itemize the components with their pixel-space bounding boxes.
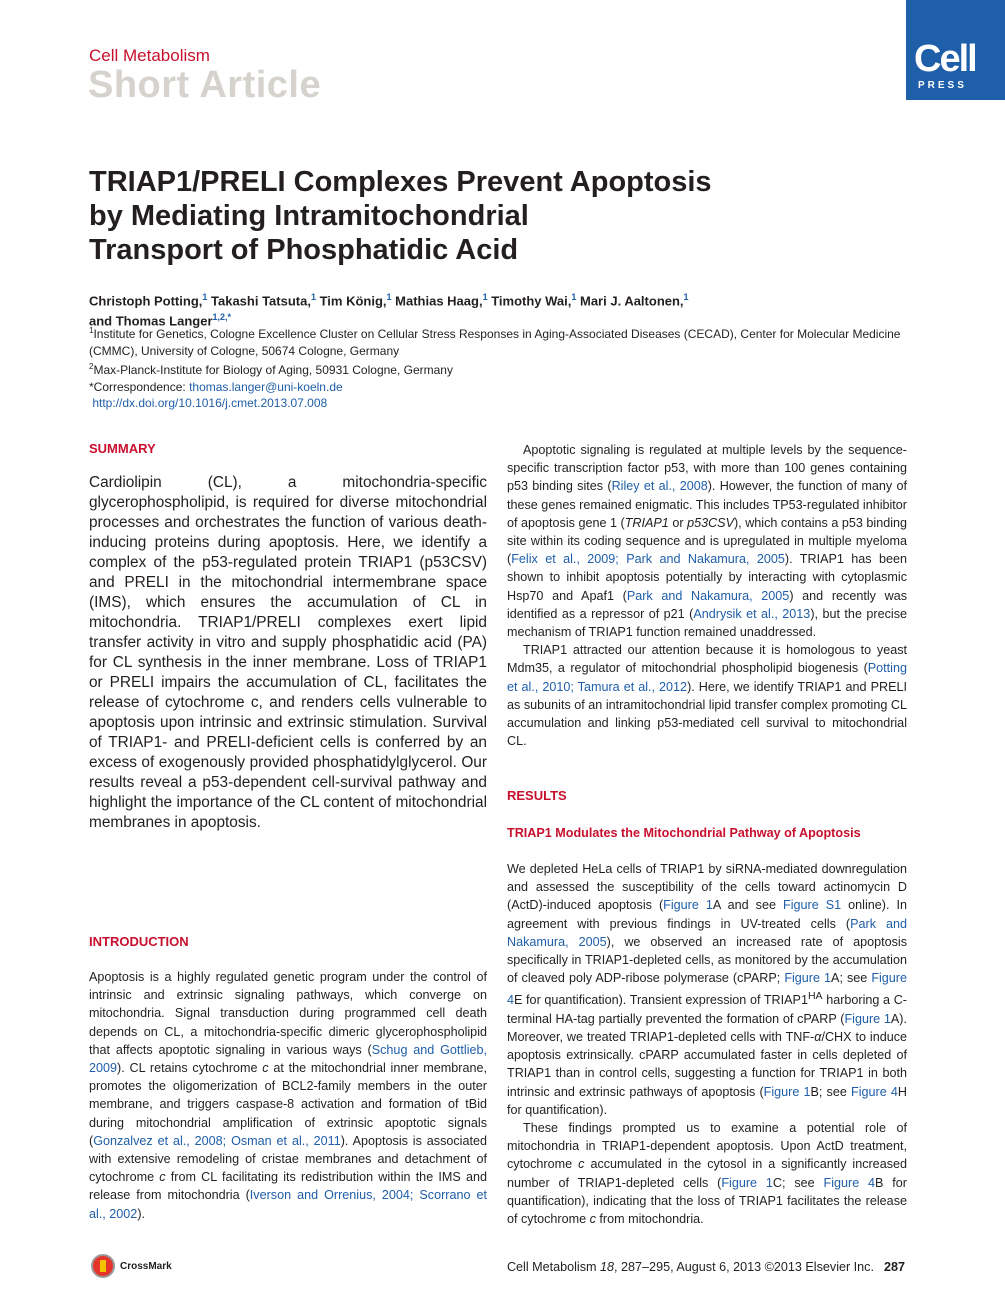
text-run: A; see	[831, 971, 872, 986]
text-run: accumulated in the cytosol in a significantly increased number of TRIAP1-depleted cells (	[507, 1157, 907, 1190]
reference-link[interactable]: Felix et al., 2009; Park and Nakamura, 2005	[511, 552, 785, 567]
intro-paragraph	[507, 641, 907, 750]
text-run: from mitochondria.	[595, 1212, 704, 1227]
author-affil-sup[interactable]: 1	[571, 292, 577, 302]
text-run: ) and recently was identified as a repressor of p21 (	[507, 588, 907, 621]
figure-link[interactable]: Figure 4	[823, 1175, 876, 1190]
correspondence-label: *Correspondence:	[89, 379, 190, 394]
affiliations	[89, 323, 909, 412]
text-run: E for quantification). Transient expression of TRIAP1	[514, 993, 808, 1008]
cell-press-logo	[906, 0, 1005, 100]
author-line	[89, 289, 909, 309]
results-subheading: TRIAP1 Modulates the Mitochondrial Pathway of Apoptosis	[507, 826, 861, 840]
text-run: ), we observed an increased rate of apoptosis specifically in TRIAP1-depleted cells, as monitored by the accumulation of cleaved poly ADP-ribose polymerase (cPARP;	[507, 934, 908, 986]
italic-run: c	[589, 1212, 596, 1227]
author-affil-sup[interactable]: 1	[386, 292, 392, 302]
correspondence-email-link[interactable]: thomas.langer@uni-koeln.de	[189, 379, 343, 394]
figure-link[interactable]: Figure 1	[763, 1084, 811, 1099]
italic-run: c	[262, 1061, 269, 1076]
reference-link[interactable]: Potting et al., 2010; Tamura et al., 2012	[507, 661, 907, 694]
figure-link[interactable]: Figure 4	[851, 1084, 898, 1099]
figure-link[interactable]: Figure 1	[721, 1175, 773, 1190]
text-run: /CHX to induce apoptosis extrinsically. cPARP accumulated faster in cells depleted of TRIAP1 than in control cells, suggesting a function for TRIAP1 in both intrinsic and extrinsic pathways of apoptosis (	[507, 1030, 908, 1099]
text-run: Apoptosis is a highly regulated genetic program under the control of intrinsic and extrinsic signaling pathways, which converge on mitochondria. Signal transduction during programmed cell death depends on CL, a mitochondria-specific dimeric glycerophospholipid that affects apoptotic signaling in various ways (	[89, 970, 487, 1057]
journal-name: Cell Metabolism	[89, 46, 210, 65]
text-run: from CL facilitating its redistribution within the IMS and release from mitochondria (	[89, 1170, 487, 1203]
reference-link[interactable]: Iverson and Orrenius, 2004; Scorrano et al., 2002	[89, 1188, 487, 1221]
text-run: We depleted HeLa cells of TRIAP1 by siRNA-mediated downregulation and assessed the susceptibility of the cells toward actinomycin D (ActD)-induced apoptosis (	[507, 862, 907, 913]
text-run: ). Apoptosis is associated with extensive remodeling of cristae membranes and detachment of cytochrome	[89, 1133, 487, 1185]
results-heading: RESULTS	[507, 788, 567, 803]
text-run: ). TRIAP1 has been shown to inhibit apoptosis potentially by interacting with cytoplasmic Hsp70 and Apaf1 (	[507, 552, 907, 603]
figure-link[interactable]: Figure 1	[784, 971, 832, 986]
footer-volume: 18	[600, 1260, 615, 1274]
text-run: ). Here, we identify TRIAP1 and PRELI as subunits of an intramitochondrial lipid transfer complex promoting CL accumulation and linking p53-mediated cell survival to mitochondrial CL.	[507, 679, 907, 749]
text-run: TRIAP1 attracted our attention because it is homologous to yeast Mdm35, a regulator of mitochondrial phospholipid biogenesis (	[507, 643, 907, 676]
author-name: Christoph Potting,	[89, 293, 203, 309]
logo-subtext: PRESS	[918, 80, 967, 91]
text-run: at the mitochondrial inner membrane, promotes the oligomerization of BCL2-family members in the outer membrane, and triggers caspase-8 activation and formation of tBid during mitochondrial amplification of extrinsic apoptotic signals (	[89, 1061, 487, 1148]
italic-run: c	[159, 1170, 166, 1185]
text-run: A). Moreover, we treated TRIAP1-depleted cells with TNF-	[507, 1011, 907, 1045]
introduction-column	[89, 968, 487, 1223]
figure-link[interactable]: Figure S1	[783, 898, 842, 913]
reference-link[interactable]: Andrysik et al., 2013	[693, 606, 811, 621]
affil-text: Institute for Genetics, Cologne Excellence Cluster on Cellular Stress Responses in Aging-Associated Diseases (CECAD), Center for Molecular Medicine (CMMC), University of Cologne, 50674 Cologne, Germany	[89, 327, 901, 358]
text-run: B for quantification), indicating that the loss of TRIAP1 facilitates the release of cytochrome	[507, 1175, 907, 1227]
text-run: ), which contains a p53 binding site within its coding sequence and is upregulated in multiple myeloma (	[507, 515, 908, 567]
affiliation-2	[89, 359, 909, 379]
author-name: and Thomas Langer	[89, 313, 213, 329]
crossmark-icon	[91, 1254, 115, 1278]
author-affil-sup[interactable]: 1,2,*	[212, 312, 232, 323]
figure-link[interactable]: Figure 1	[663, 898, 713, 913]
title-line: TRIAP1/PRELI Complexes Prevent Apoptosis	[89, 166, 712, 198]
intro-paragraph	[507, 441, 907, 641]
results-paragraph	[507, 860, 907, 1119]
text-run: C; see	[772, 1175, 824, 1190]
results-paragraph	[507, 1119, 907, 1228]
author-name: Takashi Tatsuta,	[207, 293, 311, 309]
title-line: Transport of Phosphatidic Acid	[89, 234, 519, 266]
text-run: B; see	[810, 1084, 852, 1099]
author-affil-sup[interactable]: 1	[202, 292, 208, 302]
text-run: ), but the precise mechanism of TRIAP1 function remained unaddressed.	[507, 606, 907, 640]
summary-text: Cardiolipin (CL), a mitochondria-specific glycerophospholipid, is required for diverse mitochondrial processes and orchestrates the function of various death-inducing proteins during apoptosis. Here, we identify a complex of the p53-regulated protein TRIAP1 (p53CSV) and PRELI in the mitochondrial intermembrane space (IMS), which ensures the accumulation of CL in mitochondria. TRIAP1/PRELI complexes exert lipid transfer activity in vitro and supply phosphatidic acid (PA) for CL synthesis in the inner membrane. Loss of TRIAP1 or PRELI impairs the accumulation of CL, facilitates the release of cytochrome c, and renders cells vulnerable to apoptosis upon intrinsic and extrinsic stimulation. Survival of TRIAP1- and PRELI-deficient cells is conferred by an excess of exogenously provided phosphatidylglycerol. Our results reveal a p53-dependent cell-survival pathway and highlight the importance of the CL content of mitochondrial membranes in apoptosis.	[89, 474, 487, 831]
text-run: A and see	[712, 898, 783, 913]
text-run: online). In agreement with previous findings in UV-treated cells (	[507, 898, 908, 931]
right-column-intro	[507, 441, 907, 750]
page-footer	[480, 1260, 905, 1274]
text-run: ). However, the function of many of these genes remained enigmatic. This includes TP53-regulated inhibitor of apoptosis gene 1 (	[507, 479, 907, 530]
superscript-run: HA	[807, 990, 823, 1003]
author-affil-sup[interactable]: 1	[683, 292, 689, 302]
italic-run: c	[578, 1157, 585, 1172]
affil-number: 1	[89, 326, 94, 335]
italic-run: p53CSV	[687, 515, 734, 530]
text-run: or	[668, 515, 688, 530]
reference-link[interactable]: Park and Nakamura, 2005	[626, 588, 790, 603]
reference-link[interactable]: Riley et al., 2008	[611, 479, 708, 494]
figure-link[interactable]: Figure 4	[507, 971, 908, 1008]
affil-text: Max-Planck-Institute for Biology of Aging, 50931 Cologne, Germany	[93, 363, 453, 377]
introduction-heading: INTRODUCTION	[89, 934, 189, 949]
text-run: harboring a C-terminal HA-tag partially prevented the formation of cPARP (	[507, 993, 907, 1026]
author-name: Timothy Wai,	[487, 293, 572, 309]
intro-paragraph	[89, 968, 487, 1223]
reference-link[interactable]: Gonzalvez et al., 2008; Osman et al., 2011	[93, 1133, 341, 1148]
correspondence	[89, 379, 909, 396]
crossmark-label: CrossMark	[120, 1261, 172, 1272]
doi-link[interactable]: http://dx.doi.org/10.1016/j.cmet.2013.07.008	[92, 396, 328, 410]
author-affil-sup[interactable]: 1	[482, 292, 488, 302]
doi-line	[89, 395, 909, 412]
text-run: ).	[137, 1206, 146, 1221]
text-run: H for quantification).	[507, 1084, 907, 1117]
italic-run: α	[814, 1030, 822, 1045]
crossmark-badge[interactable]	[91, 1254, 203, 1280]
footer-journal: Cell Metabolism	[506, 1260, 601, 1274]
article-type: Short Article	[88, 64, 322, 106]
author-name: Tim König,	[315, 293, 387, 309]
author-name: Mari J. Aaltonen,	[576, 293, 684, 309]
footer-citation: , 287–295, August 6, 2013 ©2013 Elsevier Inc.	[614, 1260, 874, 1274]
author-name: Mathias Haag,	[391, 293, 483, 309]
italic-run: TRIAP1	[624, 515, 669, 530]
title-line: by Mediating Intramitochondrial	[89, 200, 529, 232]
text-run: Apoptotic signaling is regulated at multiple levels by the sequence-specific transcription factor p53, with more than 100 genes containing p53 binding sites (	[507, 443, 907, 494]
figure-link[interactable]: Figure 1	[844, 1011, 891, 1026]
author-affil-sup[interactable]: 1	[310, 292, 316, 302]
reference-link[interactable]: Park and Nakamura, 2005	[507, 916, 908, 949]
text-run: These findings prompted us to examine a potential role of mitochondria in TRIAP1-dependent apoptosis. Upon ActD treatment, cytochrome	[507, 1121, 907, 1172]
results-column	[507, 860, 907, 1228]
logo-text: Cell	[914, 38, 976, 80]
page-number: 287	[883, 1260, 905, 1274]
text-run: ). CL retains cytochrome	[117, 1061, 263, 1076]
affiliation-1	[89, 323, 909, 359]
article-title	[89, 165, 849, 267]
reference-link[interactable]: Schug and Gottlieb, 2009	[89, 1042, 487, 1076]
affil-number: 2	[89, 362, 94, 371]
summary-heading: SUMMARY	[89, 441, 156, 456]
